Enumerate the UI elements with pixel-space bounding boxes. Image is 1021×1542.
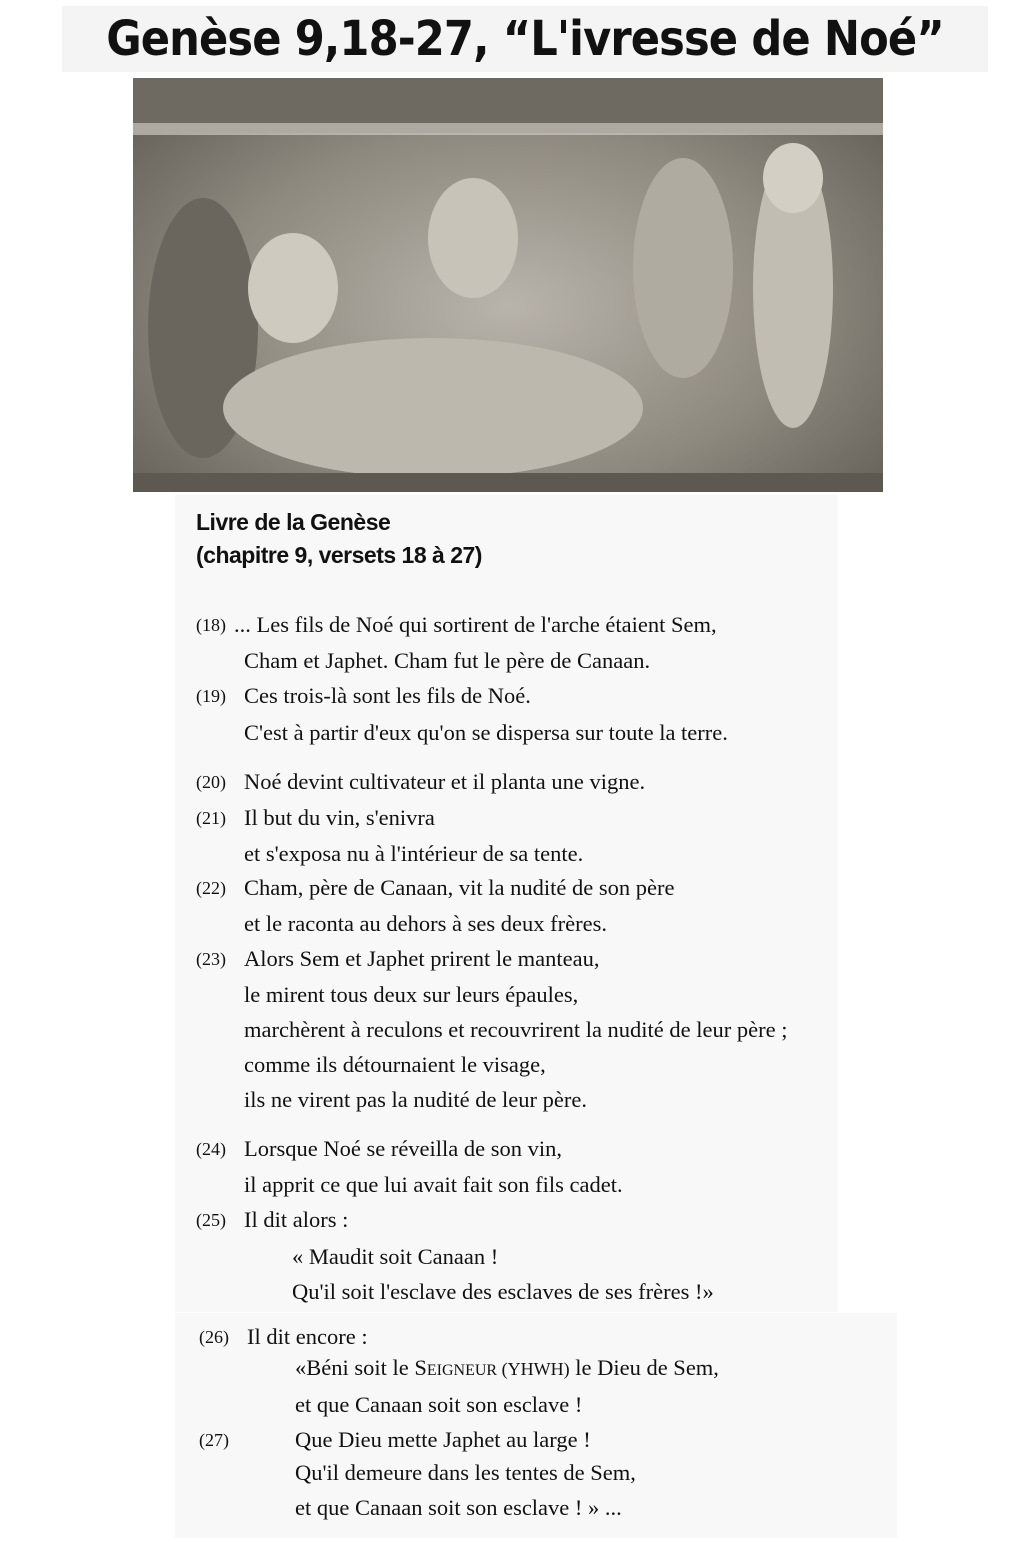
verse-text: marchèrent à reculons et recouvrirent la nudité de leur père ; (244, 1017, 788, 1042)
verse-text: « Maudit soit Canaan ! (292, 1244, 499, 1269)
verse-text: Alors Sem et Japhet prirent le manteau, (244, 946, 600, 971)
verse-number: (18) (196, 615, 226, 635)
verse-number: (23) (196, 949, 226, 969)
verse-text: C'est à partir d'eux qu'on se dispersa sur toute la terre. (244, 720, 728, 745)
verse-text: Il dit encore : (247, 1324, 368, 1349)
verse-text-part: «Béni soit le (295, 1355, 415, 1380)
verse-text-part: Seigneur (414, 1355, 498, 1380)
verse-text-part: le Dieu de Sem, (569, 1355, 719, 1380)
verse-text: et le raconta au dehors à ses deux frères. (244, 911, 607, 936)
verse-text: et que Canaan soit son esclave ! » ... (295, 1495, 622, 1520)
verse-number: (26) (199, 1327, 229, 1347)
verse-text: il apprit ce que lui avait fait son fils cadet. (244, 1172, 623, 1197)
verse-text: et que Canaan soit son esclave ! (295, 1392, 583, 1417)
page-title: Genèse 9,18-27, “L'ivresse de Noé” (106, 11, 944, 67)
verse-text: Ces trois-là sont les fils de Noé. (244, 683, 531, 708)
verse-text: Qu'il soit l'esclave des esclaves de ses frères !» (292, 1279, 714, 1304)
verse-number: (19) (196, 686, 226, 706)
verse-text: Cham et Japhet. Cham fut le père de Canaan. (244, 648, 651, 673)
verse-text: Noé devint cultivateur et il planta une vigne. (244, 769, 646, 794)
verse-text: ... Les fils de Noé qui sortirent de l'arche étaient Sem, (234, 612, 717, 637)
verse-text: et s'exposa nu à l'intérieur de sa tente. (244, 841, 584, 866)
verse-text (295, 1355, 719, 1381)
verse-text: ils ne virent pas la nudité de leur père. (244, 1087, 588, 1112)
noah-drunkenness-relief-image (133, 78, 883, 492)
verse-text-part: (YHWH) (497, 1359, 570, 1379)
chapter-reference: (chapitre 9, versets 18 à 27) (196, 542, 482, 568)
verse-text: Que Dieu mette Japhet au large ! (295, 1427, 591, 1452)
verse-text: Il but du vin, s'enivra (244, 805, 435, 830)
verse-number: (27) (199, 1430, 229, 1450)
verse-number: (25) (196, 1210, 226, 1230)
verse-number: (22) (196, 878, 226, 898)
verse-number: (21) (196, 808, 226, 828)
verse-text: comme ils détournaient le visage, (244, 1052, 546, 1077)
verse-number: (24) (196, 1139, 226, 1159)
verse-text: Qu'il demeure dans les tentes de Sem, (295, 1460, 636, 1485)
book-title: Livre de la Genèse (196, 509, 391, 535)
verse-number: (20) (196, 772, 226, 792)
title-banner (62, 6, 988, 72)
scripture-panel-continued (175, 1313, 897, 1538)
scripture-panel (175, 495, 838, 1312)
relief-illustration (133, 78, 883, 492)
verse-text: le mirent tous deux sur leurs épaules, (244, 982, 579, 1007)
verse-text: Cham, père de Canaan, vit la nudité de son père (244, 875, 675, 900)
verse-text: Il dit alors : (244, 1207, 349, 1232)
verse-text: Lorsque Noé se réveilla de son vin, (244, 1136, 563, 1161)
